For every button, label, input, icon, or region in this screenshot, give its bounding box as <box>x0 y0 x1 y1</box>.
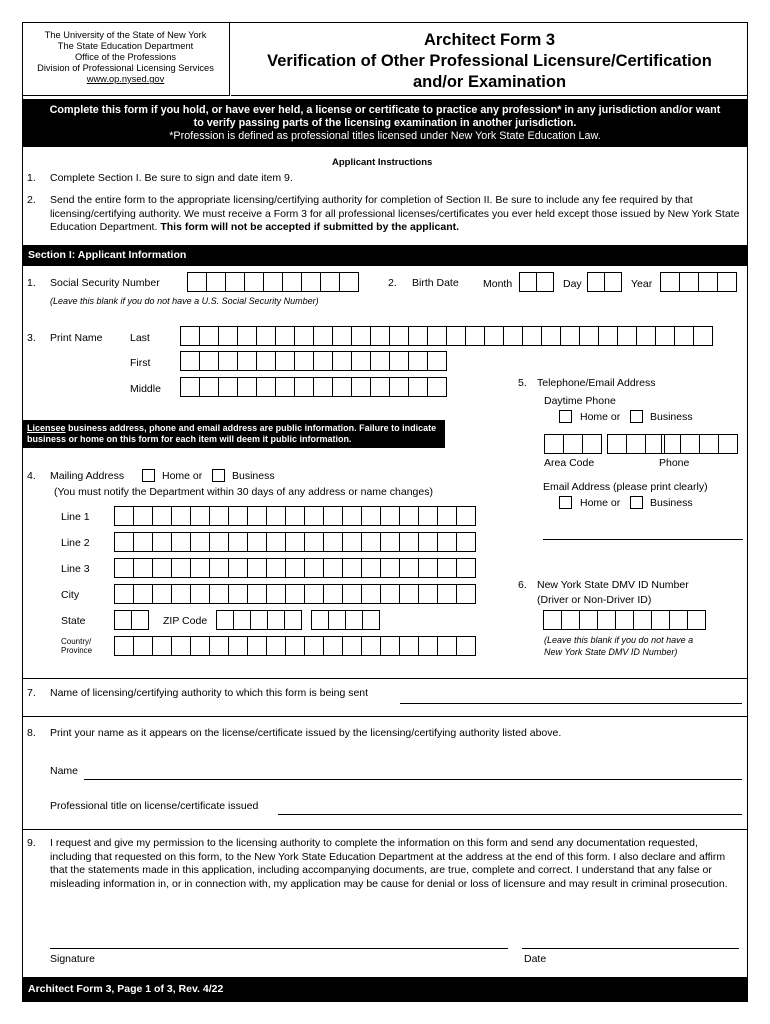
ssn-note: (Leave this blank if you do not have a U.S. Social Security Number) <box>50 296 319 306</box>
birth-month-input[interactable] <box>519 272 553 292</box>
mail-business-checkbox[interactable] <box>212 469 225 482</box>
phone-home-checkbox[interactable] <box>559 410 572 423</box>
signature-input[interactable] <box>50 948 508 949</box>
item-number: 4. <box>27 470 36 482</box>
year-label: Year <box>631 278 653 290</box>
dmv-note-1: (Leave this blank if you do not have a <box>544 635 694 645</box>
agency-header <box>22 22 230 96</box>
business-label: Business <box>650 411 693 423</box>
line3-label: Line 3 <box>61 563 90 575</box>
middle-name-input[interactable] <box>180 377 446 397</box>
instruction-2-warning: This form will not be accepted if submitted by the applicant. <box>160 221 460 233</box>
zip-plus4-input[interactable] <box>311 610 379 630</box>
email-label: Email Address (please print clearly) <box>543 481 708 493</box>
license-name-input[interactable] <box>84 779 742 780</box>
business-label: Business <box>232 470 275 482</box>
agency-line: The State Education Department <box>57 41 194 51</box>
state-label: State <box>61 615 86 627</box>
license-name-instruction: Print your name as it appears on the license/certificate issued by the licensing/certifying authority listed above. <box>50 727 562 739</box>
address-line1-input[interactable] <box>114 506 475 526</box>
country-label-2: Province <box>61 646 93 655</box>
ssn-input[interactable] <box>187 272 358 292</box>
page-footer: Architect Form 3, Page 1 of 3, Rev. 4/22 <box>23 977 747 1001</box>
section-1-title: Section I: Applicant Information <box>23 245 747 266</box>
date-input[interactable] <box>522 948 739 949</box>
website-link[interactable]: www.op.nysed.gov <box>86 74 165 84</box>
country-label <box>61 637 92 655</box>
mailing-address-label: Mailing Address <box>50 470 125 482</box>
agency-line: Division of Professional Licensing Services <box>37 63 214 73</box>
phone-line-input[interactable] <box>661 434 737 454</box>
home-or-label: Home or <box>580 497 621 509</box>
email-home-checkbox[interactable] <box>559 496 572 509</box>
city-input[interactable] <box>114 584 475 604</box>
item-number: 7. <box>27 687 36 699</box>
instruction-2 <box>50 194 742 235</box>
form-subtitle: Verification of Other Professional Licensure/Certification <box>267 52 712 70</box>
first-name-input[interactable] <box>180 351 446 371</box>
notice-text: business address, phone and email address are public information. Failure to indicate business or home on this form for each item will deem it public information. <box>27 423 437 444</box>
professional-title-label: Professional title on license/certificate issued <box>50 800 259 812</box>
birth-day-input[interactable] <box>587 272 621 292</box>
item-number: 3. <box>27 332 36 344</box>
affirmation-text: I request and give my permission to the licensing authority to complete the information on this form and send any documentation requested, including that requested on this form, to the New York State Education Department at the address at the end of this form. I also declare and affirm that the statements made in this application, including accompanying documents, are true, complete and correct. I understand that any false or misleading information in, or in connection with, my application may be cause for denial or loss of licensure and may result in criminal prosecution. <box>50 837 728 890</box>
area-code-input[interactable] <box>544 434 601 454</box>
address-line2-input[interactable] <box>114 532 475 552</box>
date-label: Date <box>524 953 547 965</box>
line1-label: Line 1 <box>61 511 90 523</box>
form-title: Architect Form 3 <box>423 31 556 49</box>
divider <box>23 678 747 679</box>
name-label: Name <box>50 765 79 777</box>
item-number: 6. <box>518 579 527 591</box>
dmv-note-2: New York State DMV ID Number) <box>544 647 678 657</box>
zip-input[interactable] <box>216 610 301 630</box>
line2-label: Line 2 <box>61 537 90 549</box>
form-subtitle: and/or Examination <box>412 73 567 91</box>
business-label: Business <box>650 497 693 509</box>
phone-email-label: Telephone/Email Address <box>537 377 656 389</box>
first-name-label: First <box>130 357 151 369</box>
dmv-sublabel: (Driver or Non-Driver ID) <box>537 594 652 606</box>
dmv-id-input[interactable] <box>543 610 705 630</box>
item-number: 1. <box>27 172 36 184</box>
home-or-label: Home or <box>580 411 621 423</box>
authority-label: Name of licensing/certifying authority to which this form is being sent <box>50 687 369 699</box>
divider <box>23 829 747 830</box>
month-label: Month <box>483 278 513 290</box>
phone-label: Phone <box>659 457 690 469</box>
dmv-label: New York State DMV ID Number <box>537 579 689 591</box>
address-line3-input[interactable] <box>114 558 475 578</box>
last-name-label: Last <box>130 332 150 344</box>
signature-label: Signature <box>50 953 95 965</box>
birth-date-label: Birth Date <box>412 277 459 289</box>
last-name-input[interactable] <box>180 326 712 346</box>
instructions-heading: Applicant Instructions <box>332 157 433 168</box>
phone-prefix-input[interactable] <box>607 434 664 454</box>
form-title-block <box>231 22 748 96</box>
print-name-label: Print Name <box>50 332 103 344</box>
item-number: 9. <box>27 837 36 849</box>
country-input[interactable] <box>114 636 475 656</box>
banner-line: to verify passing parts of the licensing examination in another jurisdiction. <box>193 117 577 129</box>
mailing-address-note: (You must notify the Department within 30 days of any address or name changes) <box>54 486 433 498</box>
banner-line: Complete this form if you hold, or have ever held, a license or certificate to practice any profession* in any jurisdiction and/or want <box>49 104 721 116</box>
item-number: 2. <box>388 277 397 289</box>
authority-input[interactable] <box>400 703 742 704</box>
dmv-note <box>544 634 693 658</box>
phone-business-checkbox[interactable] <box>630 410 643 423</box>
home-or-label: Home or <box>162 470 203 482</box>
birth-year-input[interactable] <box>660 272 736 292</box>
divider <box>23 716 747 717</box>
country-label-1: Country/ <box>61 637 92 646</box>
professional-title-input[interactable] <box>278 814 742 815</box>
zip-label: ZIP Code <box>163 615 208 627</box>
item-number: 2. <box>27 194 36 206</box>
email-business-checkbox[interactable] <box>630 496 643 509</box>
instruction-banner <box>23 99 747 147</box>
city-label: City <box>61 589 80 601</box>
area-code-label: Area Code <box>544 457 595 469</box>
notice-underlined: Licensee <box>27 423 66 433</box>
item-number: 1. <box>27 277 36 289</box>
instruction-1: Complete Section I. Be sure to sign and date item 9. <box>50 172 293 184</box>
email-input[interactable] <box>543 539 743 540</box>
day-label: Day <box>563 278 582 290</box>
middle-name-label: Middle <box>130 383 161 395</box>
mail-home-checkbox[interactable] <box>142 469 155 482</box>
agency-line: The University of the State of New York <box>44 30 207 40</box>
agency-line: Office of the Professions <box>74 52 177 62</box>
banner-footnote: *Profession is defined as professional titles licensed under New York State Education Law. <box>169 130 601 142</box>
public-info-notice <box>23 420 445 448</box>
daytime-phone-label: Daytime Phone <box>544 395 616 407</box>
ssn-label: Social Security Number <box>50 277 160 289</box>
instruction-2-text: Send the entire form to the appropriate licensing/certifying authority for completion of Section II. Be sure to include any fee required by that licensing/certifying authority. We must receive a Form 3 for all professional licenses/certificates you ever held except those issued by New York State Education Department. <box>50 194 740 233</box>
item-number: 5. <box>518 377 527 389</box>
state-input[interactable] <box>114 610 148 630</box>
item-number: 8. <box>27 727 36 739</box>
